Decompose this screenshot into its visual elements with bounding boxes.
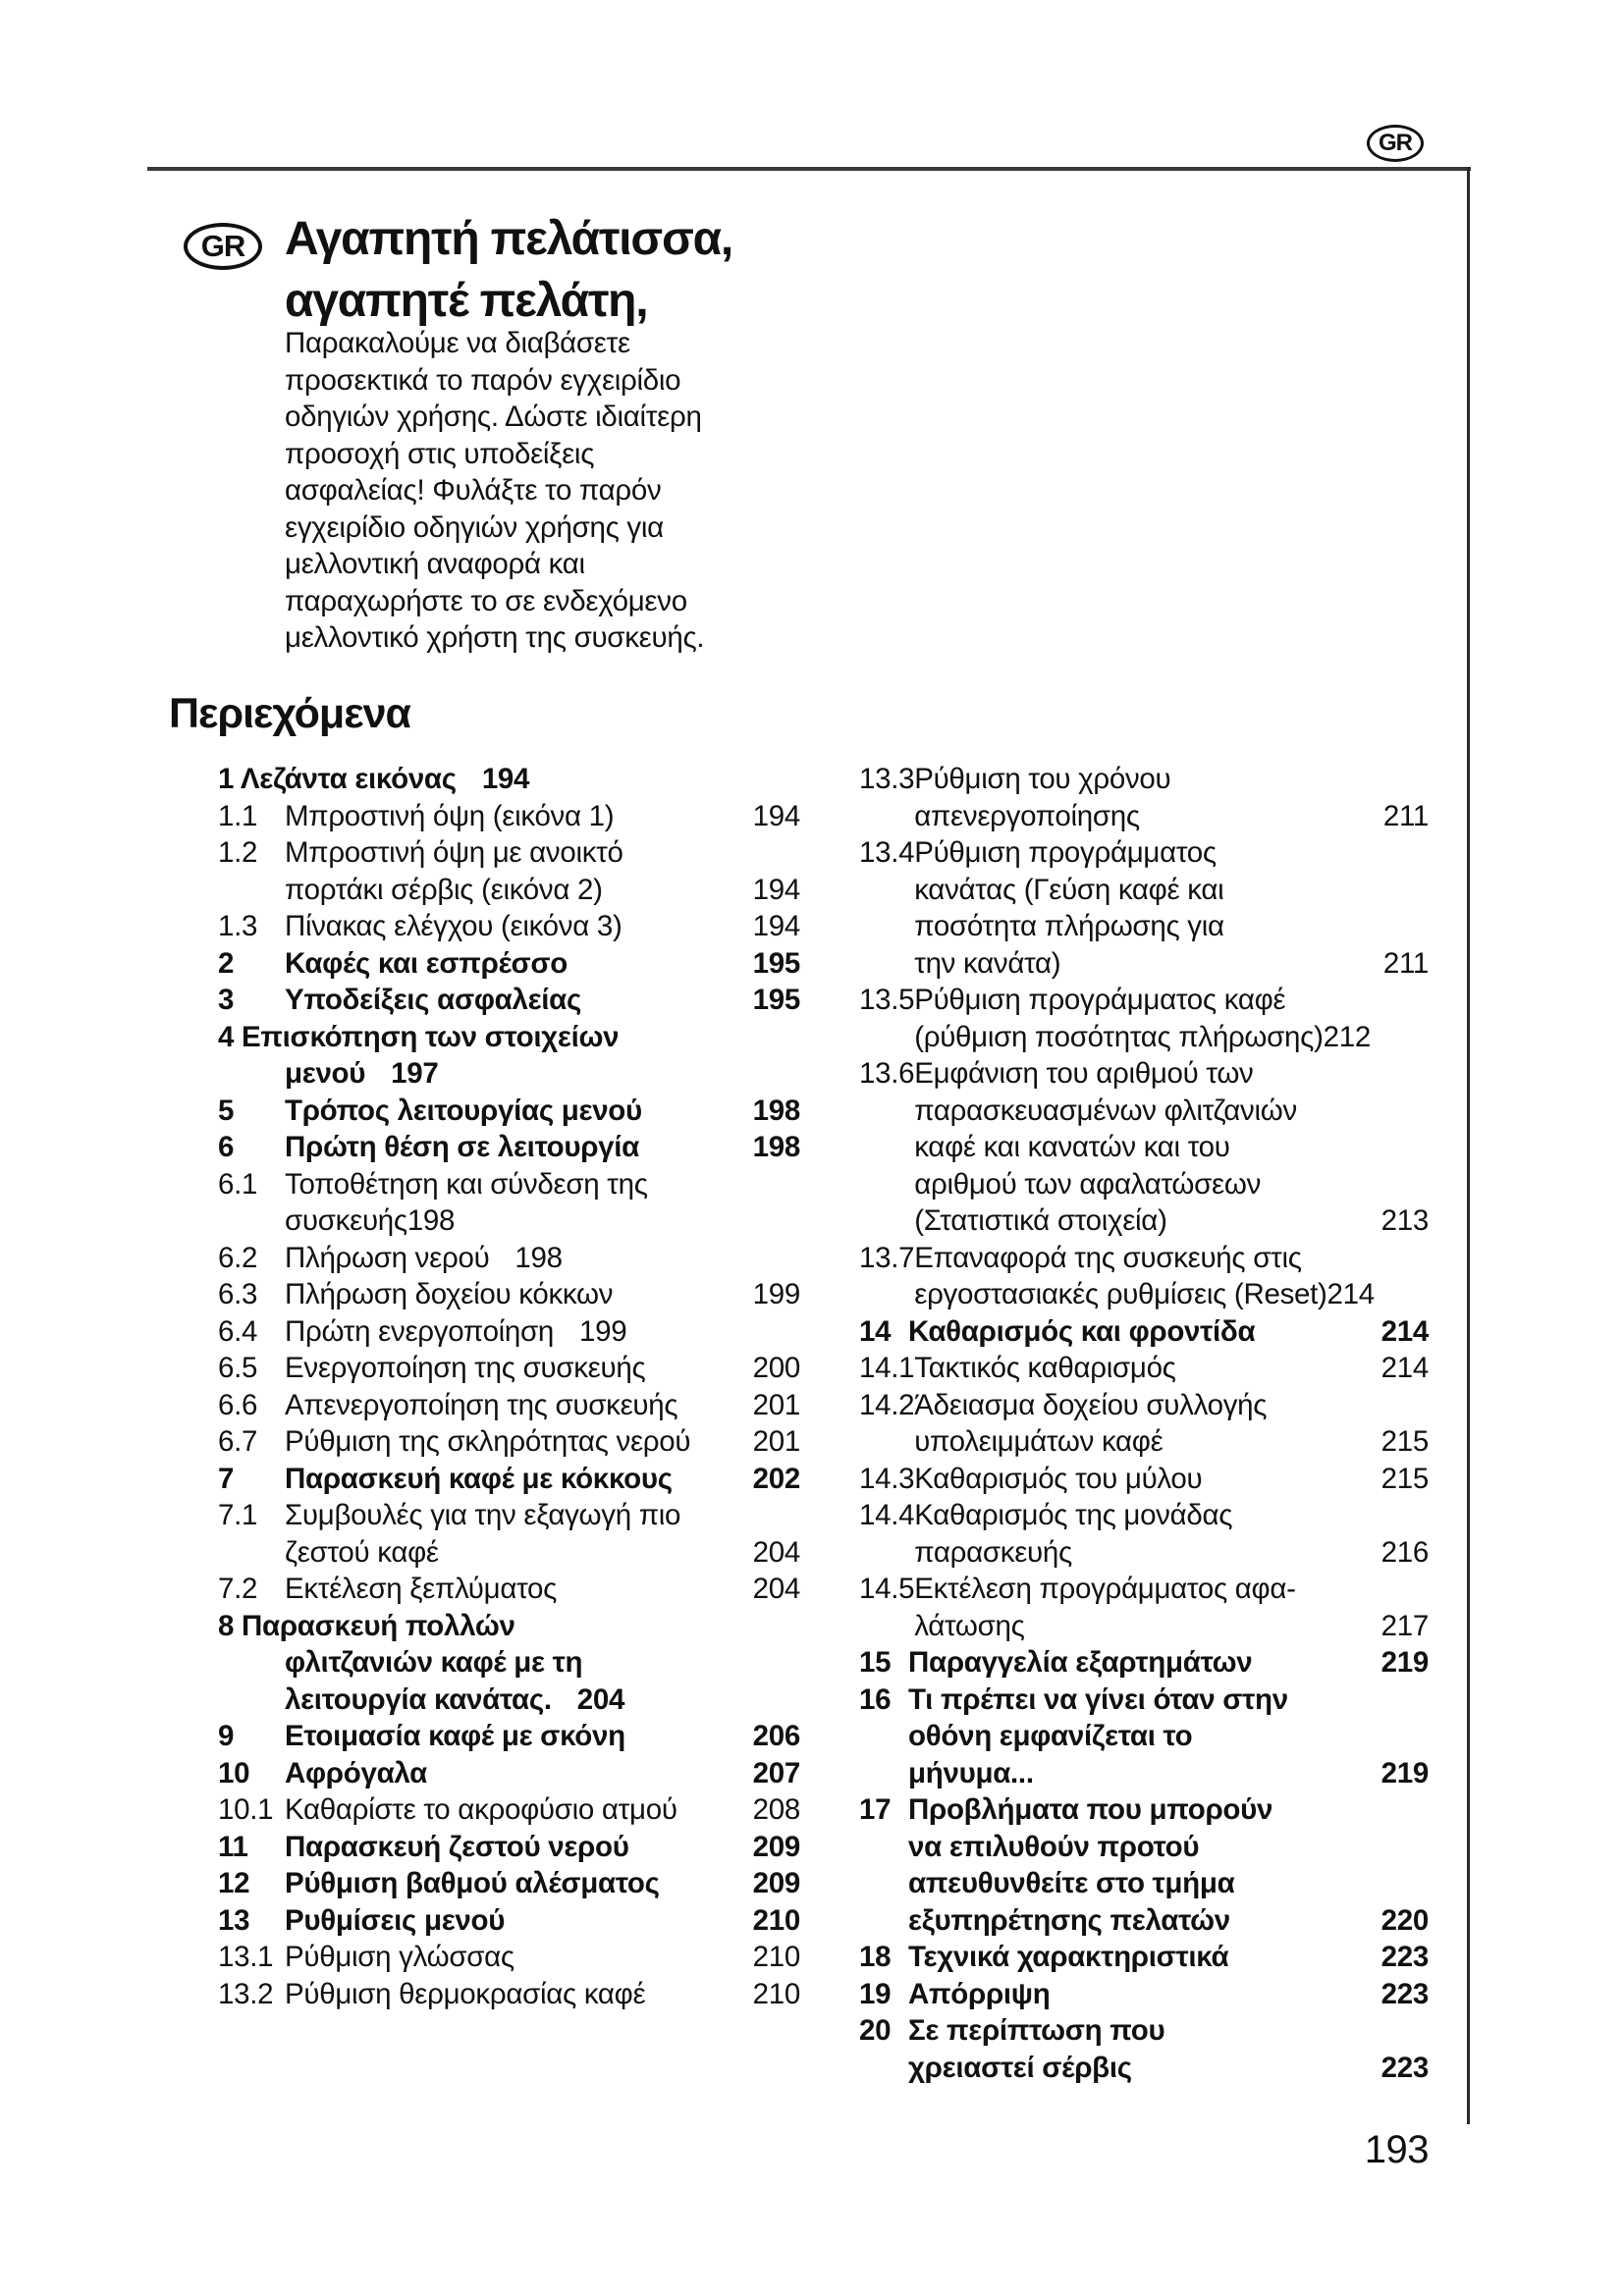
top-rule [147, 167, 1471, 171]
toc-entry [859, 1387, 1429, 1461]
toc-entry-line: Απόρριψη 223 [908, 1976, 1429, 2013]
toc-entry-line: Καθαρισμός της μονάδας [914, 1499, 1233, 1531]
toc-entry-line: απενεργοποίησης 211 [914, 798, 1429, 835]
toc-entry-line: Άδειασμα δοχείου συλλογής [914, 1388, 1268, 1421]
toc-entry-line: 1 Λεζάντα εικόνας 194 [218, 761, 800, 798]
toc-entry-page: 214 [1380, 1314, 1429, 1348]
toc-entry-line: Ρύθμιση προγράμματος καφέ [914, 984, 1286, 1016]
toc-entry-line: Ρύθμιση βαθμού αλέσματος 209 [285, 1865, 800, 1902]
toc-entry-page: 194 [752, 910, 800, 942]
toc-entry-number: 1.2 [218, 836, 258, 869]
toc-entry-text [285, 945, 800, 983]
toc-entry [859, 1055, 1429, 1240]
toc-entry-line: μήνυμα... 219 [908, 1755, 1429, 1792]
toc-entry-text [285, 1865, 800, 1902]
toc-entry-number: 13.2 [218, 1977, 274, 2010]
toc-entry-number: 7.2 [218, 1573, 258, 1605]
toc-entry-line: Πλήρωση δοχείου κόκκων 199 [285, 1276, 800, 1313]
toc-entry [218, 1497, 800, 1571]
toc-entry-page: 198 [752, 1131, 800, 1163]
toc-column-right [859, 761, 1429, 2086]
toc-entry-line: Τοποθέτηση και σύνδεση της [285, 1167, 648, 1201]
toc-entry-text [914, 1055, 1429, 1240]
toc-entry-line: Καθαρίστε το ακροφύσιο ατμού 208 [285, 1791, 800, 1829]
toc-entry-page: 195 [752, 984, 800, 1016]
toc-entry-line: Πρώτη θέση σε λειτουργία 198 [285, 1129, 800, 1166]
toc-entry [859, 1644, 1429, 1682]
toc-entry-line: Συμβουλές για την εξαγωγή πιο [285, 1499, 681, 1531]
toc-entry-text [908, 1939, 1429, 1976]
toc-entry-text [218, 1608, 800, 1719]
toc-entry-page: 223 [1380, 1941, 1429, 1973]
toc-entry-text [914, 761, 1429, 834]
toc-entry [218, 1276, 800, 1313]
toc-entry-line: Σε περίπτωση που [908, 2014, 1165, 2047]
toc-entry-line: κανάτας (Γεύση καφέ και [914, 873, 1224, 906]
intro-paragraph-line: παραχωρήστε το σε ενδεχόμενο [285, 584, 687, 617]
toc-entry-number: 1.1 [218, 799, 258, 832]
toc-entry-number: 19 [859, 1977, 892, 2010]
toc-entry-line: Εκτέλεση προγράμματος αφα- [914, 1573, 1296, 1605]
toc-entry [218, 982, 800, 1019]
toc-entry-text [285, 982, 800, 1019]
toc-entry-page: 201 [752, 1425, 800, 1458]
toc-entry-line: Επαναφορά της συσκευής στις [914, 1241, 1302, 1274]
toc-entry-line: παρασκευής 216 [914, 1534, 1429, 1572]
toc-entry [218, 1387, 800, 1424]
toc-entry [859, 1240, 1429, 1313]
toc-entry-line: Πλήρωση νερού 198 [285, 1240, 800, 1277]
toc-entry-text [914, 982, 1429, 1055]
toc-entry-number: 6.1 [218, 1167, 258, 1201]
toc-entry [218, 1313, 800, 1351]
toc-entry-line: μενού 197 [285, 1055, 800, 1093]
toc-entry-number: 14.4 [859, 1499, 915, 1531]
toc-entry-text [285, 1571, 800, 1608]
toc-entry-number: 3 [218, 984, 235, 1016]
toc-entry-line: Τι πρέπει να γίνει όταν στην [908, 1682, 1288, 1716]
toc-entry-page: 210 [752, 1977, 800, 2010]
toc-entry-page: 202 [752, 1462, 800, 1495]
toc-entry-number: 6.5 [218, 1352, 258, 1384]
toc-entry-page: 211 [1382, 799, 1429, 832]
toc-entry-page: 215 [1380, 1425, 1429, 1458]
toc-entry-line: ζεστού καφέ 204 [285, 1534, 800, 1572]
language-badge-left [184, 223, 262, 270]
toc-entry-page: 220 [1380, 1903, 1429, 1937]
toc-entry-text [285, 1423, 800, 1461]
toc-entry [218, 945, 800, 983]
toc-entry [218, 1350, 800, 1387]
toc-entry-number: 7.1 [218, 1499, 258, 1531]
toc-entry-page: 204 [752, 1535, 800, 1569]
intro-paragraph-line: οδηγιών χρήσης. Δώστε ιδιαίτερη [285, 400, 702, 433]
toc-entry-line: Απενεργοποίηση της συσκευής 201 [285, 1387, 800, 1424]
toc-entry [218, 1423, 800, 1461]
toc-entry-number: 6.6 [218, 1388, 258, 1421]
toc-entry-number: 10 [218, 1756, 250, 1789]
toc-entry [859, 1461, 1429, 1498]
toc-entry-line: Ρύθμιση θερμοκρασίας καφέ 210 [285, 1976, 800, 2013]
toc-entry [218, 1791, 800, 1829]
toc-entry-page: 200 [752, 1352, 800, 1384]
toc-entry-line: Ενεργοποίηση της συσκευής 200 [285, 1350, 800, 1387]
toc-entry [218, 761, 800, 798]
toc-entry-number: 1.3 [218, 910, 258, 942]
toc-entry-page: 223 [1380, 1977, 1429, 2010]
intro-heading-line: Αγαπητή πελάτισσα, [285, 213, 733, 265]
toc-entry-line: αριθμού των αφαλατώσεων [914, 1167, 1262, 1201]
toc-entry-page: 207 [752, 1756, 800, 1789]
toc-entry [218, 1718, 800, 1755]
toc-entry-line: Καθαρισμός του μύλου 215 [914, 1461, 1429, 1498]
toc-entry-line: 8 Παρασκευή πολλών [218, 1609, 515, 1642]
toc-entry-text [285, 1755, 800, 1792]
toc-entry-line: χρειαστεί σέρβις 223 [908, 2050, 1429, 2087]
toc-entry-line: Μπροστινή όψη (εικόνα 1) 194 [285, 798, 800, 835]
toc-entry-number: 6.2 [218, 1241, 258, 1274]
toc-entry-text [914, 1350, 1429, 1387]
toc-entry-page: 194 [752, 873, 800, 906]
toc-entry-line: Ετοιμασία καφέ με σκόνη 206 [285, 1718, 800, 1755]
toc-entry [218, 1571, 800, 1608]
toc-entry-text [285, 1276, 800, 1313]
toc-entry [859, 834, 1429, 982]
intro-paragraph-line: προσοχή στις υποδείξεις [285, 437, 595, 470]
toc-entry-text [285, 1350, 800, 1387]
toc-entry-number: 6 [218, 1131, 235, 1163]
toc-entry-line: υπολειμμάτων καφέ 215 [914, 1423, 1429, 1461]
toc-entry-line: Αφρόγαλα 207 [285, 1755, 800, 1792]
toc-entry-number: 14.3 [859, 1462, 915, 1495]
toc-entry-text [285, 1718, 800, 1755]
toc-entry-text [285, 1976, 800, 2013]
toc-entry-number: 16 [859, 1682, 892, 1716]
toc-entry [859, 982, 1429, 1055]
toc-entry-number: 6.7 [218, 1425, 258, 1458]
toc-entry-page: 199 [579, 1314, 627, 1348]
intro-paragraph-line: μελλοντική αναφορά και [285, 548, 585, 580]
toc-entry-page: 198 [406, 1204, 456, 1237]
toc-entry [859, 761, 1429, 834]
toc-entry-line: Παρασκευή ζεστού νερού 209 [285, 1829, 800, 1866]
toc-entry-number: 14 [859, 1314, 892, 1348]
toc-entry-page: 210 [752, 1941, 800, 1973]
toc-entry-number: 7 [218, 1462, 235, 1495]
intro-paragraph [285, 325, 704, 657]
toc-entry-number: 11 [218, 1830, 248, 1863]
toc-entry-page: 201 [752, 1388, 800, 1421]
toc-entry-number: 13.4 [859, 836, 915, 869]
toc-entry [218, 1461, 800, 1498]
toc-entry-text [914, 1240, 1429, 1313]
toc-entry [218, 1129, 800, 1166]
toc-entry-line: οθόνη εμφανίζεται το [908, 1720, 1193, 1752]
toc-entry-line: Εκτέλεση ξεπλύματος 204 [285, 1571, 800, 1608]
page-number: 193 [1364, 2128, 1429, 2171]
toc-entry-line: καφέ και κανατών και του [914, 1131, 1230, 1163]
toc-entry-line: (ρύθμιση ποσότητας πλήρωσης) 212 [914, 1019, 1429, 1056]
toc-entry-line: συσκευής 198 [285, 1202, 800, 1240]
toc-entry-page: 194 [481, 763, 530, 795]
toc-entry-number: 13.7 [859, 1241, 915, 1274]
toc-entry-number: 2 [218, 946, 235, 980]
toc-entry-text [285, 834, 800, 908]
toc-entry [218, 1240, 800, 1277]
toc-entry [859, 1976, 1429, 2013]
toc-entry-line: Ρυθμίσεις μενού 210 [285, 1902, 800, 1940]
toc-entry-text [914, 1571, 1429, 1644]
toc-entry-line: εξυπηρέτησης πελατών 220 [908, 1902, 1429, 1940]
toc-entry-text [914, 1461, 1429, 1498]
toc-entry-page: 206 [752, 1720, 800, 1752]
toc-entry-number: 13.6 [859, 1057, 915, 1090]
toc-entry-text [285, 1791, 800, 1829]
toc-entry-text [908, 1791, 1429, 1939]
toc-entry-number: 15 [859, 1646, 892, 1679]
toc-entry-page: 194 [752, 799, 800, 832]
toc-entry-line: Πρώτη ενεργοποίηση 199 [285, 1313, 800, 1351]
toc-entry-page: 198 [514, 1241, 563, 1274]
toc-entry [218, 1093, 800, 1130]
toc-entry-text [914, 834, 1429, 982]
toc-entry-text [285, 1902, 800, 1940]
toc-entry-text [285, 1313, 800, 1351]
toc-entry-page: 212 [1323, 1020, 1371, 1053]
intro-heading-line: αγαπητέ πελάτη, [285, 275, 648, 327]
toc-entry-text [908, 2012, 1429, 2086]
toc-entry [218, 1902, 800, 1940]
intro-paragraph-line: μελλοντικό χρήστη της συσκευής. [285, 621, 705, 654]
toc-entry-text [908, 1976, 1429, 2013]
toc-entry-page: 223 [1380, 2051, 1429, 2084]
toc-entry-line: Τρόπος λειτουργίας μενού 198 [285, 1093, 800, 1130]
toc-entry [218, 908, 800, 945]
toc-entry [859, 1571, 1429, 1644]
toc-entry-line: Υποδείξεις ασφαλείας 195 [285, 982, 800, 1019]
toc-entry-page: 214 [1380, 1352, 1429, 1384]
toc-entry-text [285, 798, 800, 835]
toc-entry-line: Τακτικός καθαρισμός 214 [914, 1350, 1429, 1387]
toc-entry [218, 1755, 800, 1792]
toc-entry-number: 14.1 [859, 1352, 915, 1384]
toc-entry-number: 13.3 [859, 763, 915, 795]
toc-entry-text [285, 1497, 800, 1571]
toc-entry-page: 219 [1380, 1646, 1429, 1679]
intro-paragraph-line: εγχειρίδιο οδηγιών χρήσης για [285, 510, 664, 544]
toc-entry-number: 6.4 [218, 1314, 258, 1348]
toc-entry-text [914, 1387, 1429, 1461]
intro-paragraph-line: προσεκτικά το παρόν εγχειρίδιο [285, 363, 681, 397]
language-badge-top-label: GR [1379, 130, 1412, 156]
toc-entry [218, 1166, 800, 1240]
toc-entry [218, 1829, 800, 1866]
toc-entry-page: 204 [576, 1682, 625, 1716]
toc-entry-page: 219 [1380, 1756, 1429, 1789]
toc-entry-page: 204 [752, 1573, 800, 1605]
toc-entry-line: Μπροστινή όψη με ανοικτό [285, 836, 623, 869]
toc-entry-line: Τεχνικά χαρακτηριστικά 223 [908, 1939, 1429, 1976]
toc-entry [218, 1019, 800, 1093]
toc-entry-number: 10.1 [218, 1793, 274, 1826]
toc-entry-text [914, 1497, 1429, 1571]
toc-entry-page: 217 [1380, 1609, 1429, 1642]
toc-entry-line: την κανάτα) 211 [914, 945, 1429, 983]
toc-entry-line: ποσότητα πλήρωσης για [914, 910, 1224, 942]
toc-entry-number: 9 [218, 1720, 235, 1752]
toc-entry-text [218, 761, 800, 798]
toc-entry-number: 14.2 [859, 1388, 915, 1421]
toc-entry-line: Ρύθμιση γλώσσας 210 [285, 1939, 800, 1976]
toc-entry [859, 1939, 1429, 1976]
toc-entry-page: 209 [752, 1867, 800, 1899]
toc-entry [218, 1865, 800, 1902]
toc-entry-line: λάτωσης 217 [914, 1608, 1429, 1645]
language-badge-top [1367, 125, 1424, 162]
intro-paragraph-line: Παρακαλούμε να διαβάσετε [285, 327, 630, 359]
toc-title: Περιεχόμενα [169, 690, 410, 737]
language-badge-left-label: GR [200, 229, 245, 263]
toc-entry-number: 13.1 [218, 1941, 274, 1973]
intro-heading [285, 208, 732, 332]
toc-entry-text [285, 1166, 800, 1240]
toc-entry-page: 214 [1326, 1278, 1375, 1310]
toc-entry-page: 208 [752, 1793, 800, 1826]
toc-entry-line: παρασκευασμένων φλιτζανιών [914, 1094, 1297, 1127]
toc-entry-line: λειτουργία κανάτας. 204 [285, 1682, 800, 1719]
toc-entry [218, 798, 800, 835]
toc-entry-line: εργοστασιακές ρυθμίσεις (Reset) 214 [914, 1276, 1429, 1313]
toc-entry-text [285, 1093, 800, 1130]
toc-entry-number: 14.5 [859, 1573, 915, 1605]
intro-paragraph-line: ασφαλείας! Φυλάξτε το παρόν [285, 474, 662, 507]
toc-entry-page: 197 [391, 1057, 439, 1090]
toc-entry-number: 13 [218, 1903, 250, 1937]
toc-entry-number: 5 [218, 1094, 235, 1127]
toc-entry [859, 1682, 1429, 1792]
toc-entry-number: 17 [859, 1793, 892, 1826]
toc-entry-line: Ρύθμιση του χρόνου [914, 763, 1171, 795]
toc-entry-number: 18 [859, 1941, 892, 1973]
toc-entry-line: φλιτζανιών καφέ με τη [285, 1646, 583, 1679]
toc-entry-page: 209 [752, 1830, 800, 1863]
toc-entry [859, 1350, 1429, 1387]
toc-entry [859, 2012, 1429, 2086]
toc-entry [859, 1497, 1429, 1571]
toc-entry [218, 1608, 800, 1719]
toc-entry-line: απευθυνθείτε στο τμήμα [908, 1867, 1235, 1899]
toc-entry-page: 199 [752, 1278, 800, 1310]
toc-entry-line: Καθαρισμός και φροντίδα 214 [908, 1313, 1429, 1351]
toc-entry-text [908, 1313, 1429, 1351]
toc-entry-text [908, 1682, 1429, 1792]
toc-entry-text [285, 1939, 800, 1976]
toc-entry-page: 215 [1380, 1462, 1429, 1495]
toc-entry [218, 1976, 800, 2013]
toc-entry-number: 12 [218, 1867, 250, 1899]
toc-entry-page: 213 [1380, 1204, 1429, 1237]
toc-entry-text [285, 908, 800, 945]
toc-entry-line: Εμφάνιση του αριθμού των [914, 1057, 1254, 1090]
toc-entry-text [285, 1461, 800, 1498]
toc-entry-line: (Στατιστικά στοιχεία) 213 [914, 1202, 1429, 1240]
toc-entry-text [218, 1019, 800, 1093]
toc-entry-text [285, 1829, 800, 1866]
toc-entry-line: να επιλυθούν προτού [908, 1830, 1200, 1863]
toc-entry-number: 13.5 [859, 984, 915, 1016]
toc-entry-text [285, 1387, 800, 1424]
toc-entry-page: 195 [752, 946, 800, 980]
toc-entry-line: Παρασκευή καφέ με κόκκους 202 [285, 1461, 800, 1498]
toc-entry-number: 6.3 [218, 1278, 258, 1310]
toc-entry-text [285, 1240, 800, 1277]
toc-entry-line: πορτάκι σέρβις (εικόνα 2) 194 [285, 872, 800, 909]
toc-entry-line: Προβλήματα που μπορούν [908, 1793, 1273, 1826]
toc-entry-line: Πίνακας ελέγχου (εικόνα 3) 194 [285, 908, 800, 945]
toc-column-left [218, 761, 800, 2012]
toc-entry-page: 211 [1382, 946, 1429, 980]
toc-entry-line: Παραγγελία εξαρτημάτων 219 [908, 1644, 1429, 1682]
toc-entry-page: 210 [752, 1903, 800, 1937]
toc-entry-line: 4 Επισκόπηση των στοιχείων [218, 1020, 620, 1053]
toc-entry [218, 1939, 800, 1976]
toc-entry-page: 216 [1380, 1535, 1429, 1569]
toc-entry [859, 1313, 1429, 1351]
toc-entry-number: 20 [859, 2014, 892, 2047]
toc-entry-line: Καφές και εσπρέσσο 195 [285, 945, 800, 983]
toc-entry-line: Ρύθμιση προγράμματος [914, 836, 1217, 869]
toc-entry-text [285, 1129, 800, 1166]
toc-entry-text [908, 1644, 1429, 1682]
toc-entry-page: 198 [752, 1094, 800, 1127]
right-rule [1467, 167, 1470, 2124]
toc-entry-line: Ρύθμιση της σκληρότητας νερού 201 [285, 1423, 800, 1461]
toc-entry [859, 1791, 1429, 1939]
toc-entry [218, 834, 800, 908]
